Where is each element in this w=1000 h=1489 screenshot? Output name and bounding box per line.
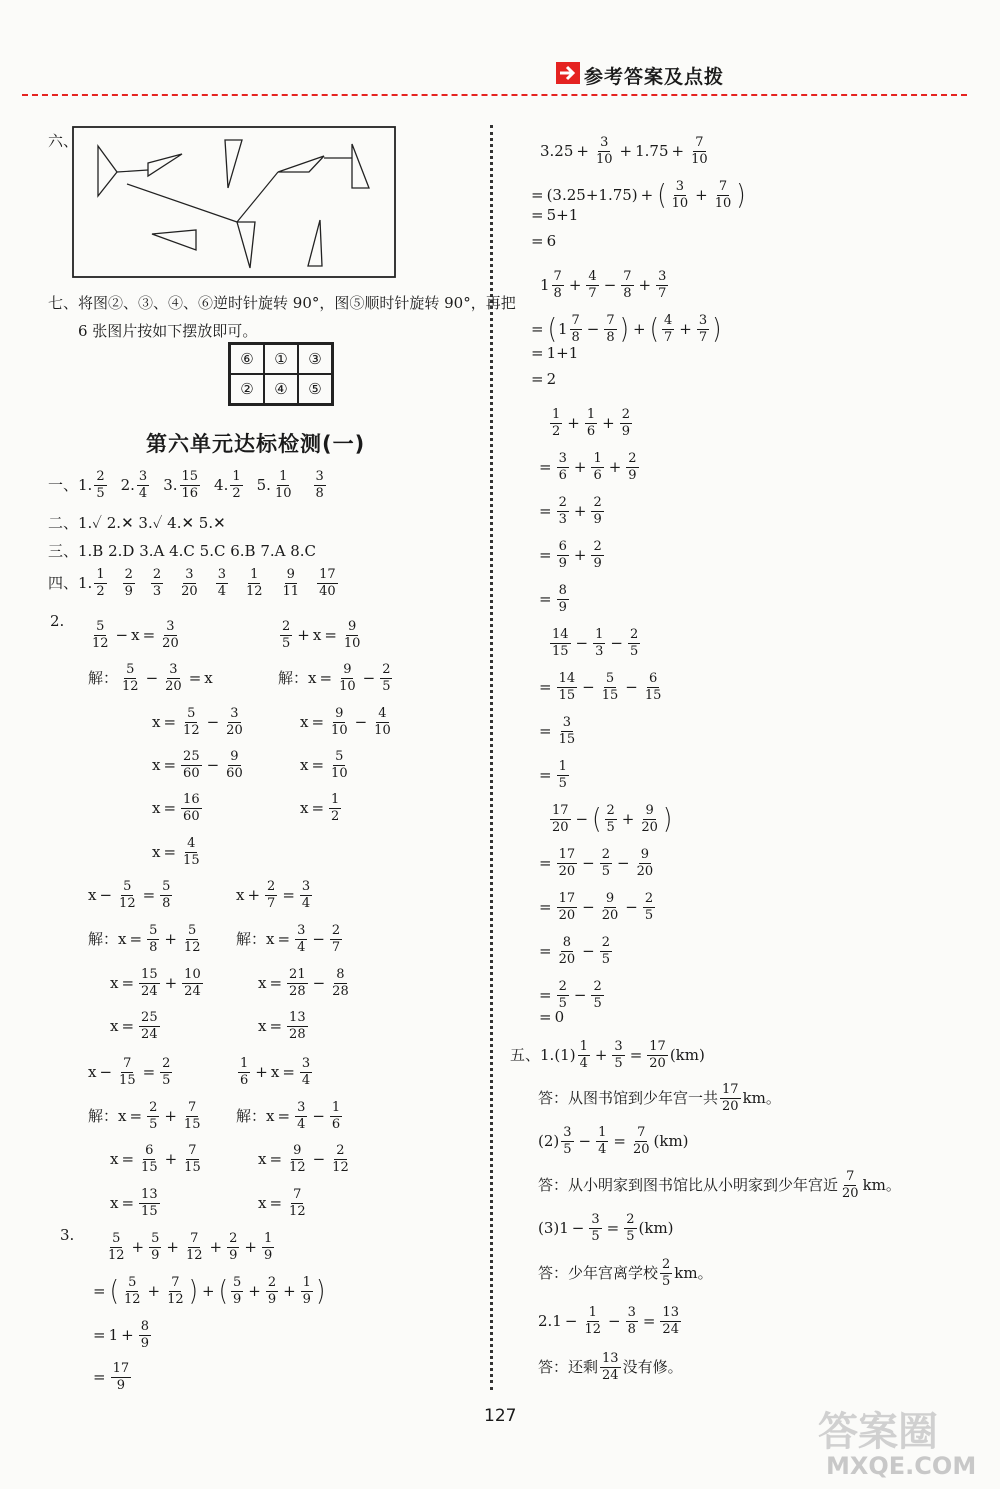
fraction: $\frac{3}{4}$ (301, 1056, 311, 1088)
fraction: $\frac{5}{12}$ (108, 1231, 125, 1263)
fraction: $\frac{2}{5}$ (558, 979, 567, 1011)
fraction: $\frac{2}{5}$ (162, 1056, 171, 1088)
fraction: $\frac{4}{7}$ (588, 269, 597, 301)
fraction: $\frac{1}{2}$ (552, 407, 561, 439)
fraction: $\frac{5}{9}$ (151, 1231, 160, 1263)
fraction: $\frac{9}{12}$ (289, 1143, 306, 1175)
section6-label: 六、 (48, 132, 79, 150)
equation-line: = $\frac{8}{9}$ (539, 583, 567, 615)
fraction: $\frac{7}{15}$ (119, 1056, 136, 1088)
fraction: $\frac{8}{28}$ (332, 967, 349, 999)
fraction: $\frac{1}{2}$ (331, 792, 340, 824)
equation-line: x = $\frac{21}{28}$ − $\frac{8}{28}$ (258, 967, 349, 999)
equation-line: x − $\frac{7}{15}$ = $\frac{2}{5}$ (88, 1056, 171, 1088)
equation-line: x = $\frac{5}{12}$ − $\frac{3}{20}$ (152, 706, 243, 738)
equation-line: = $\frac{1}{5}$ (539, 759, 567, 791)
equation-line: x = $\frac{7}{12}$ (258, 1187, 306, 1219)
equation-line: = $\frac{8}{20}$ − $\frac{2}{5}$ (539, 935, 610, 967)
fraction: $\frac{5}{12}$ (183, 923, 201, 955)
fraction: $\frac{2}{9}$ (229, 1231, 238, 1263)
equation-line: = $\frac{2}{3}$ + $\frac{2}{9}$ (539, 495, 602, 527)
fraction: $\frac{2}{5}$ (382, 662, 391, 694)
equation-line: x = $\frac{6}{15}$ + $\frac{7}{15}$ (110, 1143, 201, 1175)
equation-line: = $\frac{17}{20}$ − $\frac{2}{5}$ − $\frac{9}{20}$ (539, 847, 654, 879)
equation-line: x = $\frac{9}{12}$ − $\frac{2}{12}$ (258, 1143, 349, 1175)
q5-2: 2.1 − $\frac{1}{12}$ − $\frac{3}{8}$ = $\frac{13}{24}$ (538, 1305, 679, 1337)
fraction: $\frac{2}{5}$ (629, 627, 639, 659)
fraction: $\frac{9}{10}$ (343, 619, 361, 651)
equation-line: $\frac{1}{2}$ + $\frac{1}{6}$ + $\frac{2}{9}$ (552, 407, 630, 439)
equation-line: 1 $\frac{7}{8}$ + $\frac{4}{7}$ − $\frac{7}{8}$ + $\frac{3}{7}$ (540, 269, 667, 301)
fraction: $\frac{5}{8}$ (149, 923, 158, 955)
equation-line: = 2 (531, 370, 557, 388)
triangles-rotation-diagram (72, 126, 396, 278)
fraction: $\frac{7}{15}$ (184, 1143, 201, 1175)
fraction: $\frac{9}{10}$ (331, 706, 348, 738)
q5-1-1-answer: 答：从图书馆到少年宫一共 $\frac{17}{20}$ km。 (538, 1082, 781, 1114)
fraction: $\frac{4}{15}$ (183, 836, 200, 868)
fraction: $\frac{1}{9}$ (302, 1275, 311, 1307)
fraction: $\frac{2}{9}$ (593, 539, 602, 571)
fraction: $\frac{17}{9}$ (112, 1361, 130, 1393)
fraction: $\frac{5}{12}$ (123, 1275, 141, 1307)
fraction: $\frac{1}{6}$ (240, 1056, 249, 1088)
unit-title: 第六单元达标检测(一) (146, 432, 366, 456)
equation-line: 解： x = $\frac{5}{8}$ + $\frac{5}{12}$ (88, 923, 201, 955)
fraction: $\frac{5}{15}$ (601, 671, 619, 703)
q5-1-1: 五、1. (1) $\frac{1}{4}$ + $\frac{3}{5}$ = $\frac{17}{20}$ (km) (510, 1039, 705, 1071)
equation-line: 解： x = $\frac{3}{4}$ − $\frac{1}{6}$ (236, 1100, 341, 1132)
fraction: $\frac{3}{6}$ (558, 451, 567, 483)
fraction: $\frac{2}{5}$ (601, 847, 610, 879)
fraction: $\frac{3}{7}$ (698, 313, 708, 345)
fraction: $\frac{16}{60}$ (183, 792, 200, 824)
fraction: $\frac{5}{12}$ (119, 879, 136, 911)
fraction: $\frac{2}{7}$ (331, 923, 341, 955)
equation-line: $\frac{17}{20}$ − ( $\frac{2}{5}$ + $\frac{9}{20}$ ) (552, 803, 673, 836)
equation-line: $\frac{1}{6}$ + x = $\frac{3}{4}$ (240, 1056, 311, 1088)
fraction: $\frac{3}{4}$ (301, 879, 311, 911)
fraction: $\frac{17}{20}$ (552, 803, 569, 835)
q5-2-answer: 答：还剩 $\frac{13}{24}$ 没有修。 (538, 1351, 683, 1383)
fraction: $\frac{5}{9}$ (232, 1275, 242, 1307)
q4-3-label: 3. (60, 1226, 75, 1244)
fraction: $\frac{1}{9}$ (263, 1231, 273, 1263)
fraction: $\frac{1}{2}$ (232, 469, 241, 501)
fraction: $\frac{15}{16}$ (181, 469, 199, 501)
fraction: $\frac{9}{20}$ (636, 847, 654, 879)
header-title: 参考答案及点拨 (584, 66, 725, 88)
fraction: $\frac{13}{15}$ (141, 1187, 158, 1219)
fraction: $\frac{14}{15}$ (558, 671, 576, 703)
column-divider (490, 125, 493, 1390)
fraction: $\frac{2}{5}$ (282, 619, 291, 651)
fraction: $\frac{2}{9}$ (267, 1275, 277, 1307)
fraction: $\frac{5}{10}$ (331, 749, 348, 781)
fraction: $\frac{8}{9}$ (558, 583, 567, 615)
fraction: $\frac{7}{8}$ (571, 313, 580, 345)
fraction: $\frac{9}{10}$ (339, 662, 356, 694)
fraction: $\frac{7}{10}$ (691, 135, 708, 167)
q5-1-2-answer: 答：从小明家到图书馆比从小明家到少年宫近 $\frac{7}{20}$ km。 (538, 1169, 901, 1201)
fraction: $\frac{1}{5}$ (558, 759, 567, 791)
fraction: $\frac{9}{60}$ (226, 749, 243, 781)
equation-line: = $\frac{3}{15}$ (539, 715, 576, 747)
grid-cell: ② (230, 374, 264, 404)
equation-line: 解： x = $\frac{2}{5}$ + $\frac{7}{15}$ (88, 1100, 201, 1132)
fraction: $\frac{13}{28}$ (289, 1010, 306, 1042)
fraction: $\frac{3}{10}$ (671, 179, 689, 211)
fraction: $\frac{17}{20}$ (558, 847, 576, 879)
equation-line: x = $\frac{4}{15}$ (152, 836, 200, 868)
fraction: $\frac{2}{9}$ (628, 451, 637, 483)
equation-line: = $\frac{14}{15}$ − $\frac{5}{15}$ − $\frac{6}{15}$ (539, 671, 662, 703)
fraction: $\frac{6}{15}$ (141, 1143, 158, 1175)
fraction: $\frac{3}{8}$ (315, 469, 324, 501)
fraction: $\frac{1}{6}$ (586, 407, 596, 439)
fraction: $\frac{2}{3}$ (558, 495, 567, 527)
fraction: $\frac{25}{60}$ (183, 749, 200, 781)
grid-cell: ⑤ (298, 374, 332, 404)
fraction: $\frac{7}{12}$ (289, 1187, 306, 1219)
watermark-site: MXQE.COM (826, 1452, 977, 1480)
header-rule (22, 94, 967, 96)
equation-line: = $\frac{2}{5}$ − $\frac{2}{5}$ (539, 979, 602, 1011)
equation-line: x = $\frac{9}{10}$ − $\frac{4}{10}$ (300, 706, 391, 738)
equation-line: = ( 1 $\frac{7}{8}$ − $\frac{7}{8}$ ) + ( $\frac{4}{7}$ + $\frac{3}{7}$ ) (531, 313, 722, 346)
fraction: $\frac{6}{9}$ (558, 539, 567, 571)
equation-line: = 1 + $\frac{8}{9}$ (93, 1319, 149, 1351)
equation-line: = (3.25+1.75) + ( $\frac{3}{10}$ + $\frac{7}{10}$ ) (531, 179, 746, 212)
fraction: $\frac{5}{8}$ (162, 879, 171, 911)
fraction: $\frac{15}{24}$ (141, 967, 158, 999)
equation-line: 解： x = $\frac{3}{4}$ − $\frac{2}{7}$ (236, 923, 341, 955)
fraction: $\frac{3}{7}$ (658, 269, 667, 301)
fraction: $\frac{6}{15}$ (644, 671, 662, 703)
equation-line: x = $\frac{1}{2}$ (300, 792, 340, 824)
fraction: $\frac{9}{20}$ (641, 803, 658, 835)
equation-line: x = $\frac{15}{24}$ + $\frac{10}{24}$ (110, 967, 201, 999)
answer-q4-1: 四、1. $\frac{1}{2}$ $\frac{2}{9}$ $\frac{2}{3}$ $\frac{3}{20}$ $\frac{3}{4}$ $\frac{1}{12}$ $\frac{9}{11}$ $\frac{17}{40}$ (48, 567, 336, 599)
equation-line: = $\frac{6}{9}$ + $\frac{2}{9}$ (539, 539, 602, 571)
equation-line: x = $\frac{16}{60}$ (152, 792, 200, 824)
fraction: $\frac{10}{24}$ (184, 967, 201, 999)
fraction: $\frac{17}{20}$ (558, 891, 576, 923)
watermark-logo: 答案圈 (818, 1409, 938, 1455)
arrow-right-icon (556, 62, 580, 84)
equation-line: x = $\frac{25}{24}$ (110, 1010, 158, 1042)
equation-line: 解： x = $\frac{9}{10}$ − $\frac{2}{5}$ (278, 662, 391, 694)
fraction: $\frac{3}{4}$ (138, 469, 148, 501)
equation-line: x = $\frac{25}{60}$ − $\frac{9}{60}$ (152, 749, 243, 781)
equation-line: $\frac{14}{15}$ − $\frac{1}{3}$ − $\frac{2}{5}$ (552, 627, 639, 659)
grid-cell: ④ (264, 374, 298, 404)
fraction: $\frac{5}{12}$ (92, 619, 109, 651)
fraction: $\frac{2}{7}$ (267, 879, 276, 911)
page-number: 127 (484, 1406, 517, 1426)
equation-line: = 5+1 (531, 206, 579, 224)
q4-2-label: 2. (50, 612, 65, 630)
fraction: $\frac{1}{10}$ (274, 469, 292, 501)
fraction: $\frac{8}{20}$ (558, 935, 576, 967)
equation-line: = 0 (539, 1008, 565, 1026)
grid-cell: ① (264, 344, 298, 374)
arrangement-grid (228, 342, 334, 406)
equation-line: $\frac{5}{12}$ − x = $\frac{3}{20}$ (92, 619, 179, 651)
fraction: $\frac{21}{28}$ (289, 967, 306, 999)
equation-line: 解： $\frac{5}{12}$ − $\frac{3}{20}$ = x (88, 662, 213, 694)
fraction: $\frac{1}{6}$ (331, 1100, 341, 1132)
grid-cell: ⑥ (230, 344, 264, 374)
equation-line: = $\frac{3}{6}$ + $\frac{1}{6}$ + $\frac{2}{9}$ (539, 451, 637, 483)
equation-line: = ( $\frac{5}{12}$ + $\frac{7}{12}$ ) + ( $\frac{5}{9}$ + $\frac{2}{9}$ + $\frac{1}{9}$ ) (93, 1275, 326, 1308)
fraction: $\frac{2}{5}$ (601, 935, 610, 967)
fraction: $\frac{7}{8}$ (623, 269, 632, 301)
fraction: $\frac{3}{20}$ (226, 706, 243, 738)
equation-line: = $\frac{17}{9}$ (93, 1361, 130, 1393)
fraction: $\frac{7}{10}$ (714, 179, 732, 211)
fraction: $\frac{1}{6}$ (593, 451, 602, 483)
fraction: $\frac{2}{5}$ (593, 979, 602, 1011)
fraction: $\frac{2}{5}$ (606, 803, 615, 835)
fraction: $\frac{3}{10}$ (595, 135, 613, 167)
answer-q2: 二、1.✓ 2.✕ 3.✓ 4.✕ 5.✕ (48, 514, 226, 532)
fraction: $\frac{9}{20}$ (601, 891, 619, 923)
fraction: $\frac{8}{9}$ (140, 1319, 149, 1351)
fraction: $\frac{7}{12}$ (185, 1231, 203, 1263)
fraction: $\frac{2}{9}$ (593, 495, 602, 527)
fraction: $\frac{25}{24}$ (141, 1010, 158, 1042)
fraction: $\frac{2}{9}$ (621, 407, 630, 439)
fraction: $\frac{7}{12}$ (167, 1275, 184, 1307)
answer-q1: 一、1. $\frac{2}{5}$ 2. $\frac{3}{4}$ 3. $\frac{15}{16}$ 4. $\frac{1}{2}$ 5. $\frac{1}{10}$ $\frac{3}{8}$ (48, 469, 324, 501)
equation-line: x = $\frac{13}{28}$ (258, 1010, 306, 1042)
equation-line: = 6 (531, 232, 557, 250)
equation-line: x = $\frac{5}{10}$ (300, 749, 348, 781)
grid-cell: ③ (298, 344, 332, 374)
equation-line: x = $\frac{13}{15}$ (110, 1187, 158, 1219)
q5-1-2: (2) $\frac{3}{5}$ − $\frac{1}{4}$ = $\frac{7}{20}$ (km) (538, 1125, 689, 1157)
fraction: $\frac{3}{4}$ (297, 923, 306, 955)
fraction: $\frac{14}{15}$ (552, 627, 569, 659)
answer-q3: 三、1.B 2.D 3.A 4.C 5.C 6.B 7.A 8.C (48, 542, 317, 560)
fraction: $\frac{2}{5}$ (644, 891, 654, 923)
equation-line: $\frac{2}{5}$ + x = $\frac{9}{10}$ (282, 619, 361, 651)
fraction: $\frac{5}{12}$ (122, 662, 139, 694)
fraction: $\frac{3}{15}$ (558, 715, 576, 747)
section7-line2: 6 张图片按如下摆放即可。 (78, 322, 258, 340)
fraction: $\frac{2}{12}$ (332, 1143, 349, 1175)
equation-line: x − $\frac{5}{12}$ = $\frac{5}{8}$ (88, 879, 171, 911)
fraction: $\frac{3}{20}$ (162, 619, 179, 651)
fraction: $\frac{3}{4}$ (297, 1100, 306, 1132)
fraction: $\frac{7}{8}$ (553, 269, 562, 301)
equation-line: x + $\frac{2}{7}$ = $\frac{3}{4}$ (236, 879, 311, 911)
equation-line: $\frac{5}{12}$ + $\frac{5}{9}$ + $\frac{7}{12}$ + $\frac{2}{9}$ + $\frac{1}{9}$ (108, 1231, 273, 1263)
equation-line: = $\frac{17}{20}$ − $\frac{9}{20}$ − $\frac{2}{5}$ (539, 891, 654, 923)
fraction: $\frac{2}{5}$ (149, 1100, 158, 1132)
fraction: $\frac{5}{12}$ (183, 706, 200, 738)
fraction: $\frac{7}{15}$ (183, 1100, 201, 1132)
q5-1-3-answer: 答：少年宫离学校 $\frac{2}{5}$ km。 (538, 1257, 713, 1289)
fraction: $\frac{1}{3}$ (595, 627, 604, 659)
equation-line: 3.25 + $\frac{3}{10}$ + 1.75 + $\frac{7}{10}$ (540, 135, 708, 167)
fraction: $\frac{3}{20}$ (165, 662, 182, 694)
q5-1-3: (3)1 − $\frac{3}{5}$ = $\frac{2}{5}$ (km) (538, 1212, 674, 1244)
fraction: $\frac{2}{5}$ (96, 469, 105, 501)
fraction: $\frac{4}{7}$ (663, 313, 673, 345)
equation-line: = 1+1 (531, 344, 579, 362)
section7-line1: 七、将图②、③、④、⑥逆时针旋转 90°，图⑤顺时针旋转 90°，再把 (48, 294, 516, 312)
fraction: $\frac{4}{10}$ (374, 706, 391, 738)
fraction: $\frac{7}{8}$ (606, 313, 615, 345)
